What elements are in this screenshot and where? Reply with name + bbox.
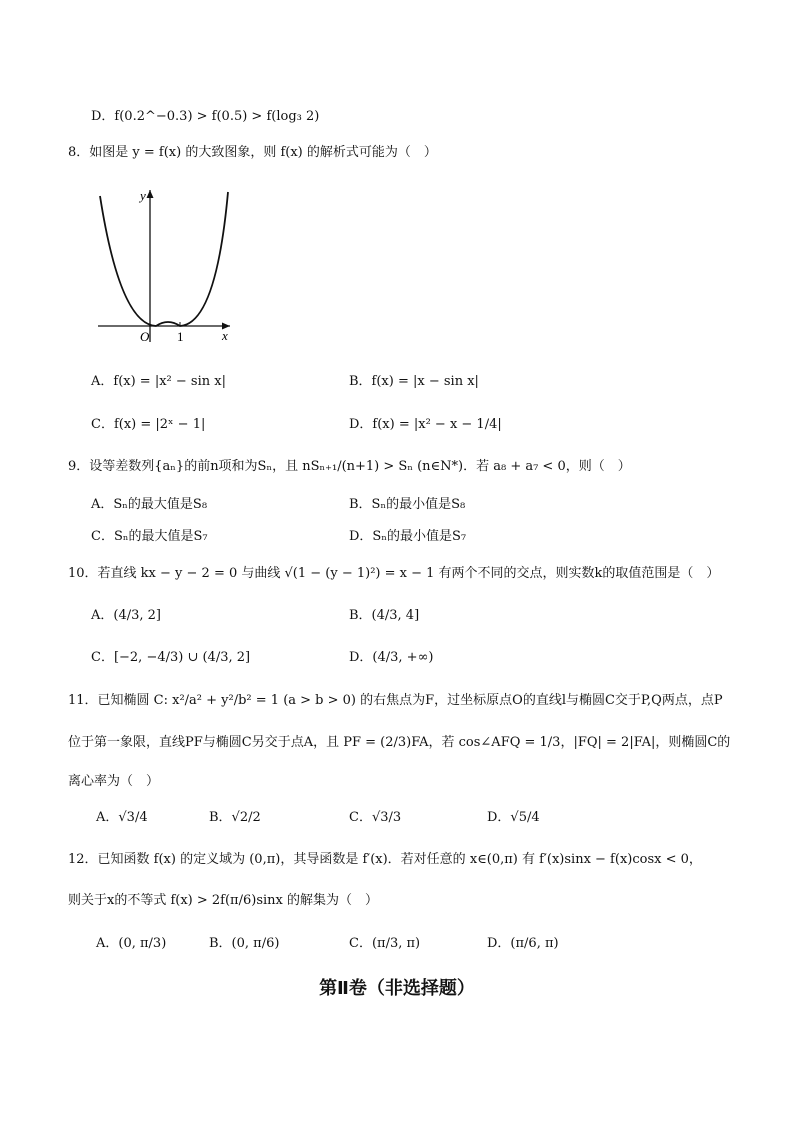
q7-option-d: D．f(0.2^−0.3) > f(0.5) > f(log₃ 2): [91, 109, 320, 124]
q8-option-d: D．f(x) = |x² − x − 1/4|: [349, 417, 502, 432]
q9-option-a: A．Sₙ的最大值是S₈: [91, 497, 208, 512]
q11-option-a: A．√3/4: [96, 810, 148, 825]
q8-function-graph: [94, 184, 244, 346]
q8-option-c: C．f(x) = |2ˣ − 1|: [91, 417, 206, 432]
q9-option-c: C．Sₙ的最大值是S₇: [91, 529, 208, 544]
q12-option-a: A．(0, π/3): [96, 936, 167, 951]
q11-stem-line-1: 11．已知椭圆 C: x²/a² + y²/b² = 1 (a > b > 0) 的右焦点为F，过坐标原点O的直线l与椭圆C交于P,Q两点，点P: [68, 693, 723, 708]
graph-one-label: 1: [177, 329, 184, 344]
q12-stem-line-1: 12．已知函数 f(x) 的定义域为 (0,π)，其导函数是 f′(x)．若对任意的 x∈(0,π) 有 f′(x)sinx − f(x)cosx < 0，: [68, 852, 702, 867]
q12-option-c: C．(π/3, π): [349, 936, 421, 951]
q8-option-b: B．f(x) = |x − sin x|: [349, 374, 479, 389]
q10-option-c: C．[−2, −4/3) ∪ (4/3, 2]: [91, 650, 251, 665]
graph-curve: [100, 192, 228, 326]
section-title: 第Ⅱ卷（非选择题）: [319, 978, 475, 999]
q9-stem: 9．设等差数列{aₙ}的前n项和为Sₙ，且 nSₙ₊₁/(n+1) > Sₙ (n∈N*)．若 a₈ + a₇ < 0，则（ ）: [68, 459, 631, 474]
graph-y-label: y: [140, 188, 146, 203]
q12-option-d: D．(π/6, π): [487, 936, 559, 951]
graph-origin-label: O: [140, 329, 150, 344]
q12-stem-line-2: 则关于x的不等式 f(x) > 2f(π/6)sinx 的解集为（ ）: [68, 893, 378, 908]
q10-option-d: D．(4/3, +∞): [349, 650, 434, 665]
q11-stem-line-2: 位于第一象限，直线PF与椭圆C另交于点A，且 PF = (2/3)FA，若 cos∠AFQ = 1/3，|FQ| = 2|FA|，则椭圆C的: [68, 735, 731, 750]
q9-option-b: B．Sₙ的最小值是S₈: [349, 497, 466, 512]
q11-option-c: C．√3/3: [349, 810, 402, 825]
q11-option-d: D．√5/4: [487, 810, 540, 825]
graph-y-arrow: [147, 190, 154, 198]
q12-option-b: B．(0, π/6): [209, 936, 280, 951]
q8-stem: 8．如图是 y = f(x) 的大致图象，则 f(x) 的解析式可能为（ ）: [68, 145, 437, 160]
q10-option-a: A．(4/3, 2]: [91, 608, 161, 623]
graph-x-label: x: [222, 328, 228, 343]
q11-stem-line-3: 离心率为（ ）: [68, 774, 160, 789]
q9-option-d: D．Sₙ的最小值是S₇: [349, 529, 467, 544]
q10-option-b: B．(4/3, 4]: [349, 608, 420, 623]
q8-option-a: A．f(x) = |x² − sin x|: [91, 374, 226, 389]
q10-stem: 10．若直线 kx − y − 2 = 0 与曲线 √(1 − (y − 1)²) = x − 1 有两个不同的交点，则实数k的取值范围是（ ）: [68, 566, 720, 581]
q11-option-b: B．√2/2: [209, 810, 261, 825]
